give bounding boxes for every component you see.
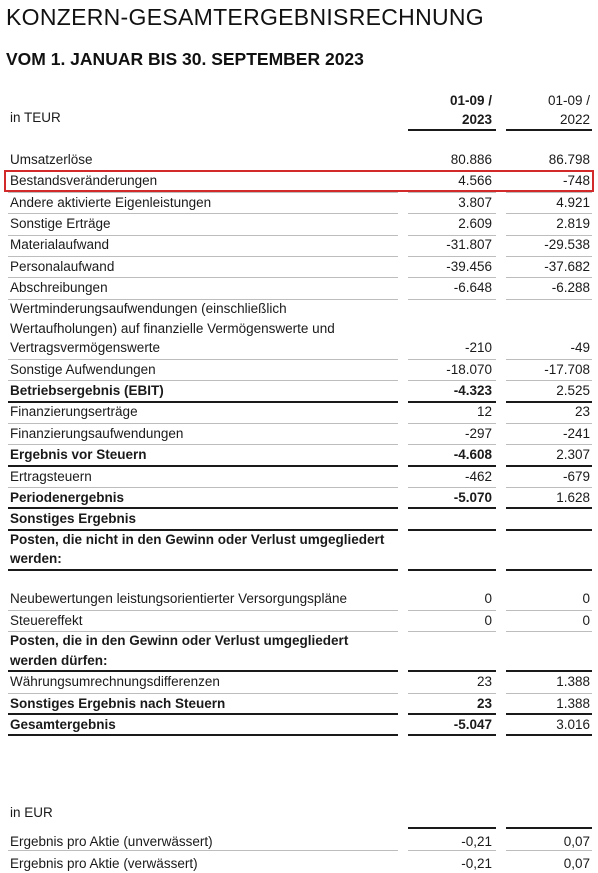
- table-row-wertminderungen: [0, 300, 598, 360]
- value-2023: 23: [476, 695, 492, 711]
- value-2022: 2.525: [556, 383, 590, 399]
- value-2022: 2.307: [556, 447, 590, 463]
- value-2022: 0,07: [563, 856, 590, 871]
- row-label: Wertminderungsaufwendungen (einschließlich Wertaufholungen) auf finanzielle Vermögenswerte und Vertragsvermögenswerte: [10, 301, 335, 356]
- value-2022: 1.388: [556, 674, 590, 690]
- row-label: Periodenergebnis: [10, 489, 125, 505]
- row-label: Posten, die nicht in den Gewinn oder Verlust umgegliedert werden:: [10, 531, 385, 567]
- row-label: Gesamtergebnis: [10, 716, 116, 732]
- value-2022: -37.682: [544, 258, 590, 274]
- row-label: Sonstiges Ergebnis: [10, 511, 137, 527]
- column-header-2023-year: 2023: [461, 112, 492, 127]
- table-row-periodenergebnis: [0, 488, 598, 509]
- row-label: Personalaufwand: [10, 258, 115, 274]
- unit-label: in TEUR: [10, 110, 61, 125]
- row-label: Ergebnis vor Steuern: [10, 447, 147, 463]
- table-row-sonstiges-ergebnis: [0, 509, 598, 530]
- table-row-eigenleistungen: [0, 193, 598, 214]
- value-2023: 0: [484, 591, 492, 607]
- table-row-ebit: [0, 381, 598, 402]
- table-row-finanzierungsertraege: [0, 403, 598, 424]
- table-row-bestandsveraenderungen: [0, 171, 598, 192]
- value-2022: -241: [562, 425, 590, 441]
- value-2022: -49: [570, 340, 590, 356]
- value-2022: 1.388: [556, 695, 590, 711]
- table-row-personalaufwand: [0, 257, 598, 278]
- row-label: Sonstiges Ergebnis nach Steuern: [10, 695, 226, 711]
- table-row-materialaufwand: [0, 236, 598, 257]
- value-2023: 4.566: [458, 173, 492, 189]
- column-header-2022-year: 2022: [559, 112, 590, 127]
- value-2023: -39.456: [446, 258, 492, 274]
- value-2022: 0,07: [563, 834, 590, 849]
- value-2023: -4.608: [453, 447, 492, 463]
- table-row-ertragsteuern: [0, 467, 598, 488]
- table-row-waehrungsumrechnung: [0, 672, 598, 693]
- row-label: Ertragsteuern: [10, 468, 92, 484]
- page-subtitle: VOM 1. JANUAR BIS 30. SEPTEMBER 2023: [6, 49, 364, 69]
- table-row-posten-umgegliedert: [0, 632, 598, 672]
- header-rule-2022: [506, 129, 592, 131]
- row-label: Währungsumrechnungsdifferenzen: [10, 674, 220, 690]
- row-label: Andere aktivierte Eigenleistungen: [10, 194, 212, 210]
- table-row-neubewertungen: [0, 571, 598, 611]
- table-row-sonstige-ertraege: [0, 214, 598, 235]
- table-row-umsatzerloese: [0, 150, 598, 171]
- value-2022: 0: [582, 591, 590, 607]
- row-label: Abschreibungen: [10, 280, 108, 296]
- value-2022: -679: [562, 468, 590, 484]
- value-2023: 3.807: [458, 194, 492, 210]
- row-label: Posten, die in den Gewinn oder Verlust umgegliedert werden dürfen:: [10, 633, 349, 668]
- row-label: Finanzierungsaufwendungen: [10, 425, 184, 441]
- table-row-eps-unverwaessert: [0, 829, 598, 851]
- value-2022: -17.708: [544, 361, 590, 377]
- value-2023: -0,21: [461, 856, 492, 871]
- table-row-posten-nicht-umgegliedert: [0, 531, 598, 571]
- value-2022: 86.798: [548, 151, 590, 167]
- value-2023: 23: [476, 674, 492, 690]
- value-2023: -5.047: [453, 716, 492, 732]
- value-2023: 80.886: [450, 151, 492, 167]
- column-header-2022-period: 01-09 /: [547, 93, 590, 108]
- header-rule-2023: [408, 129, 496, 131]
- value-2023: 2.609: [458, 216, 492, 232]
- value-2023: -5.070: [453, 489, 492, 505]
- income-statement-table: [0, 150, 598, 736]
- value-2023: -4.323: [453, 383, 492, 399]
- value-2023: 12: [476, 404, 492, 420]
- value-2023: -18.070: [446, 361, 492, 377]
- value-2022: 2.819: [556, 216, 590, 232]
- row-label: Sonstige Erträge: [10, 216, 111, 232]
- value-2023: -6.648: [453, 280, 492, 296]
- table-row-finanzierungsaufwendungen: [0, 424, 598, 445]
- row-label: Ergebnis pro Aktie (verwässert): [10, 856, 198, 871]
- table-row-abschreibungen: [0, 278, 598, 299]
- row-label: Ergebnis pro Aktie (unverwässert): [10, 834, 213, 849]
- table-row-sonstige-aufwendungen: [0, 360, 598, 381]
- column-header-2022: [504, 91, 590, 128]
- value-2023: -31.807: [446, 237, 492, 253]
- table-row-eps-verwaessert: [0, 851, 598, 873]
- value-2023: -297: [464, 425, 492, 441]
- value-2022: -6.288: [551, 280, 590, 296]
- table-row-gesamtergebnis: [0, 715, 598, 736]
- value-2022: 1.628: [556, 489, 590, 505]
- value-2023: -210: [464, 340, 492, 356]
- row-label: Finanzierungserträge: [10, 404, 138, 420]
- table-row-steuereffekt: [0, 611, 598, 632]
- row-label: Umsatzerlöse: [10, 151, 93, 167]
- value-2022: 3.016: [556, 716, 590, 732]
- value-2022: 23: [574, 404, 590, 420]
- row-label: Sonstige Aufwendungen: [10, 361, 156, 377]
- row-label: Steuereffekt: [10, 612, 83, 628]
- row-label: Neubewertungen leistungsorientierter Versorgungspläne: [10, 591, 347, 607]
- column-header-2023: [406, 91, 492, 128]
- row-label: Materialaufwand: [10, 237, 110, 253]
- row-label: Bestandsveränderungen: [10, 173, 158, 189]
- value-2023: 0: [484, 612, 492, 628]
- value-2022: 0: [582, 612, 590, 628]
- value-2022: -29.538: [544, 237, 590, 253]
- value-2023: -0,21: [461, 834, 492, 849]
- table-row-ergebnis-vor-steuern: [0, 445, 598, 466]
- row-label: Betriebsergebnis (EBIT): [10, 383, 164, 399]
- value-2022: -748: [562, 173, 590, 189]
- page-title: KONZERN-GESAMTERGEBNISRECHNUNG: [6, 4, 484, 30]
- value-2023: -462: [464, 468, 492, 484]
- column-header-2023-period: 01-09 /: [449, 93, 492, 108]
- value-2022: 4.921: [556, 194, 590, 210]
- eps-unit-label: in EUR: [10, 805, 53, 820]
- table-row-sonstiges-ergebnis-nach-steuern: [0, 694, 598, 715]
